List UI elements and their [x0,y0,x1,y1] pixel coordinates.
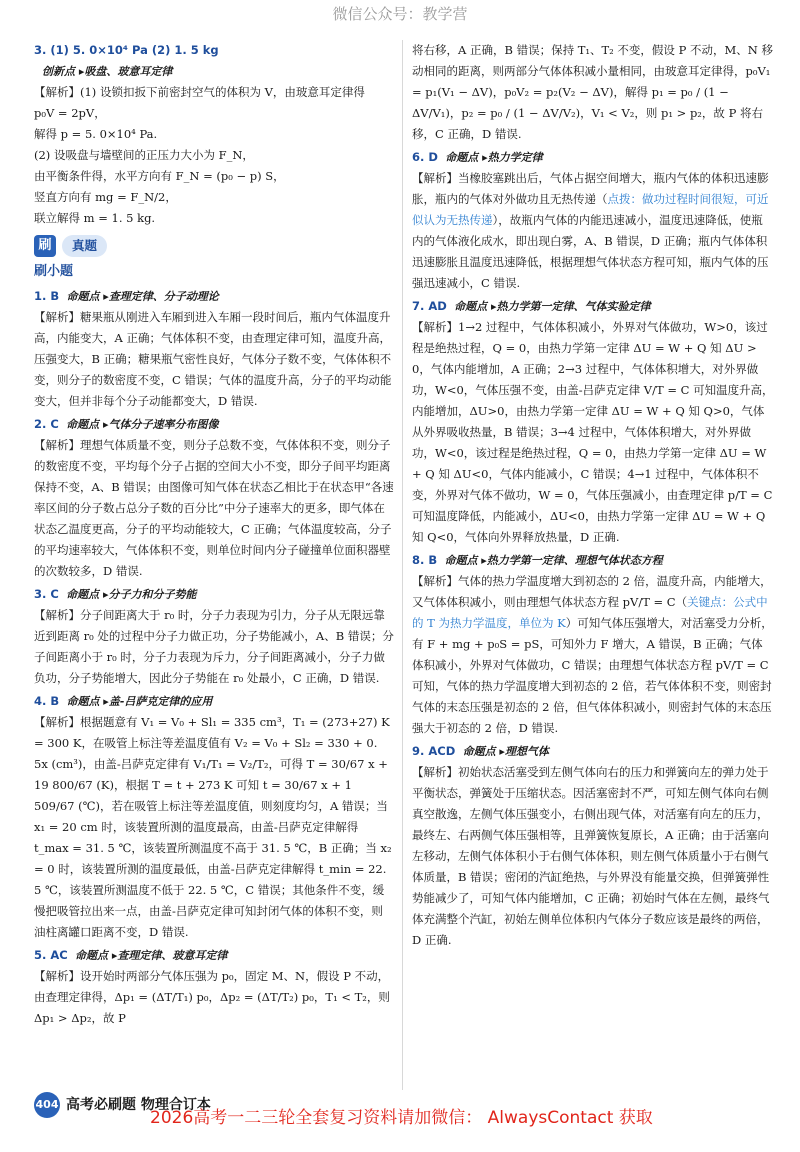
section-title: 真题 [62,235,107,257]
book-title: 高考必刷题 物理合订本 [66,1096,211,1113]
line: 联立解得 m = 1. 5 kg. [34,211,156,225]
explanation-q8 [412,571,774,739]
answer-q7: 7. AD [412,299,447,313]
point-q6: 命题点 ▸热力学定律 [445,151,543,164]
point-q3: 创新点 ▸吸盘、玻意耳定律 [42,65,173,78]
answer-q3: 3. C [34,587,59,601]
explanation-q8-post: ）可知气体压强增大，对活塞受力分析，有 F + mg + p₀S = pS，可知外力 F 增大，A 错误，B 正确；气体体积减小，外界对气体做功，C 错误；由理想气体状态方程 pV/T = C 可知，气体的热力学温度增大到初态的 2 倍，若气体体积不变，则密封气体的末态压强是初态的 2 倍，但气体体积减小，则密封气体的末态压强大于初态的 2 倍，D 错误. [412,616,773,735]
answer-q4: 4. B [34,694,60,708]
point-q7: 命题点 ▸热力学第一定律、气体实验定律 [454,300,651,313]
answer-q5: 5. AC [34,948,68,962]
explanation-q1: 【解析】糖果瓶从刚进入车厢到进入车厢一段时间后，瓶内气体温度升高，内能变大，A 正确；气体体积不变，由查理定律可知，温度升高，压强变大，B 正确；糖果瓶气密性良好，气体分子数不变，气体体积不变，则分子的数密度不变，C 错误；气体的温度升高，分子的平均动能变大，但并非每个分子动能都变大，D 错误. [34,310,392,408]
explanation-q6-pre: 【解析】当橡胶塞跳出后，气体占据空间增大，瓶内气体的体积迅速膨胀，瓶内的气体对外做功且无热传递（ [412,171,769,206]
line: 竖直方向有 mg = F_N/2， [34,190,177,204]
explanation-q4: 【解析】根据题意有 V₁ = V₀ + Sl₁ = 335 cm³，T₁ = (273+27) K = 300 K，在吸管上标注等差温度值有 V₂ = V₀ + Sl₂ = 330 + 0. 5x (cm³)，由盖-吕萨克定律有 V₁/T₁ = V₂/T₂，可得 T = 30/67 x + 19 800/67 (K)，根据 T = t + 273 K 可知 t = 30/67 x + 1 509/67 (℃)，若在吸管上标注等差温度值，则刻度均匀，A 错误；当 x₁ = 20 cm 时，该装置所测的温度最高，由盖-吕萨克定律解得 t_max = 31. 5 ℃，该装置所测温度不高于 31. 5 ℃，B 正确；当 x₂ = 0 时，该装置所测的温度最低，由盖-吕萨克定律解得 t_min = 22. 5 ℃，该装置所测温度不低于 22. 5 ℃，C 错误；其他条件不变，缓慢把吸管拉出来一点，由盖-吕萨克定律可知封闭气体的体积不变，则油柱离罐口距离不变，D 错误. [34,715,392,939]
sub-title: 刷小题 [34,264,74,279]
bottom-ad-text: 2026高考一二三轮全套复习资料请加微信： AlwaysContact 获取 [150,1108,653,1128]
column-divider [402,40,403,1090]
line: 【解析】(1) 设锁扣扳下前密封空气的体积为 V，由玻意耳定律得 [34,85,365,99]
hint-q8: 关键点：公式中的 T 为热力学温度，单位为 K [412,595,768,630]
explanation-q9: 【解析】初始状态活塞受到左侧气体向右的压力和弹簧向左的弹力处于平衡状态，弹簧处于压缩状态。因活塞密封不严，可知左侧气体向右侧真空散逸，左侧气体压强变小，右侧出现气体，对活塞有向左的压力，最终左、右两侧气体压强相等，且弹簧恢复原长，A 正确；由于活塞向左移动，左侧气体体积小于右侧气体体积，则左侧气体质量小于右侧气体质量，B 错误；密闭的汽缸绝热，与外界没有能量交换，但弹簧弹性势能减少了，可知气体内能增加，C 正确；初始时气体在左侧，最终气体充满整个汽缸，初始左侧单位体积内气体分子数应该是最终的两倍，D 正确. [412,765,770,947]
explanation-q7: 【解析】1→2 过程中，气体体积减小，外界对气体做功，W>0，该过程是绝热过程，Q = 0，由热力学第一定律 ΔU = W + Q 知 ΔU > 0，气体内能增加，A 正确；2→3 过程中，气体体积增大，对外界做功，W<0，气体压强不变，由盖-吕萨克定律 V/T = C 可知温度升高，内能增加，ΔU>0，由热力学第一定律 ΔU = W + Q 知 Q>0，气体从外界吸收热量，B 错误；3→4 过程中，气体体积增大，对外界做功，W<0，该过程是绝热过程，Q = 0，由热力学第一定律 ΔU = W + Q 知 ΔU<0，气体内能减小，C 错误；4→1 过程中，气体体积不变，外界对气体不做功，W = 0，气体压强减小，由查理定律 p/T = C 可知温度降低，内能减小，ΔU<0，由热力学第一定律 ΔU = W + Q 知 Q<0，气体向外界释放热量，D 正确. [412,320,774,544]
line: (2) 设吸盘与墙壁间的正压力大小为 F_N， [34,148,254,162]
point-q3b: 命题点 ▸分子力和分子势能 [66,588,197,601]
answer-q1: 1. B [34,289,60,303]
answer-q3-block: 3. (1) 5. 0×10⁴ Pa (2) 1. 5 kg [34,43,219,57]
line: p₀V = 2pV， [34,106,106,120]
point-q9: 命题点 ▸理想气体 [462,745,549,758]
point-q4: 命题点 ▸盖-吕萨克定律的应用 [66,695,213,708]
section-badge: 刷 [34,235,56,257]
explanation-q2: 【解析】理想气体质量不变，则分子总数不变，气体体积不变，则分子的数密度不变，平均每个分子占据的空间大小不变，即分子间平均距离保持不变，A、B 错误；由图像可知气体在状态乙相比于在状态甲“各速率区间的分子数占总分子数的百分比”中分子速率大的更多，即气体在状态乙温度更高，分子的平均动能较大，C 正确；气体温度较高，分子的平均速率较大，气体体积不变，则单位时间内分子碰撞单位面积器壁的次数较多，D 错误. [34,438,394,578]
line: 由平衡条件得，水平方向有 F_N = (p₀ − p) S， [34,169,285,183]
line: 解得 p = 5. 0×10⁴ Pa. [34,127,158,141]
explanation-q3: 【解析】分子间距离大于 r₀ 时，分子力表现为引力，分子从无限远靠近到距离 r₀ 处的过程中分子力做正功，分子势能减小，A、B 错误；分子间距离小于 r₀ 时，分子力表现为斥力，分子间距离减小，分子力做负功，分子势能增大，因此分子势能在 r₀ 处最小，C 正确，D 错误. [34,608,394,685]
explanation-q5-cont: 将右移，A 正确，B 错误；保持 T₁、T₂ 不变，假设 P 不动，M、N 移动相同的距离，则两部分气体体积减小量相同，由玻意耳定律得，p₀V₁ = p₁(V₁ − ΔV)，p₀V₂ = p₂(V₂ − ΔV)，解得 p₁ = p₀ / (1 − ΔV/V₁)，p₂ = p₀ / (1 − ΔV/V₂)，V₁ < V₂，则 p₁ > p₂，故 P 将右移，C 正确，D 错误. [412,43,773,141]
watermark: 微信公众号：教学营 [332,5,468,23]
explanation-q5: 【解析】设开始时两部分气体压强为 p₀，固定 M、N，假设 P 不动，由查理定律得，Δp₁ = (ΔT/T₁) p₀，Δp₂ = (ΔT/T₂) p₀，T₁ < T₂，则 Δp₁ > Δp₂，故 P [34,969,390,1025]
right-column [412,40,774,951]
left-column [34,40,394,1029]
answer-q2: 2. C [34,417,59,431]
point-q2: 命题点 ▸气体分子速率分布图像 [66,418,219,431]
answer-q8: 8. B [412,553,438,567]
explanation-q6 [412,168,774,294]
hint-q6: 点拨：做功过程时间很短，可近似认为无热传递 [412,192,769,227]
point-q8: 命题点 ▸热力学第一定律、理想气体状态方程 [444,554,663,567]
point-q5: 命题点 ▸查理定律、玻意耳定律 [75,949,228,962]
answer-q9: 9. ACD [412,744,456,758]
answer-q6: 6. D [412,150,438,164]
explanation-q8-pre: 【解析】气体的热力学温度增大到初态的 2 倍，温度升高，内能增大，又气体体积减小，则由理想气体状态方程 pV/T = C（ [412,574,772,609]
section-header [34,235,394,257]
explanation-q6-post: ），故瓶内气体的内能迅速减小，温度迅速降低，使瓶内的气体液化成水，即出现白雾，A、B 错误，D 正确；瓶内气体体积迅速膨胀且温度迅速降低，根据理想气体状态方程可知，瓶内气体的压强迅速减小，C 错误. [412,213,769,290]
point-q1: 命题点 ▸查理定律、分子动理论 [66,290,219,303]
page-number: 404 [34,1092,60,1118]
